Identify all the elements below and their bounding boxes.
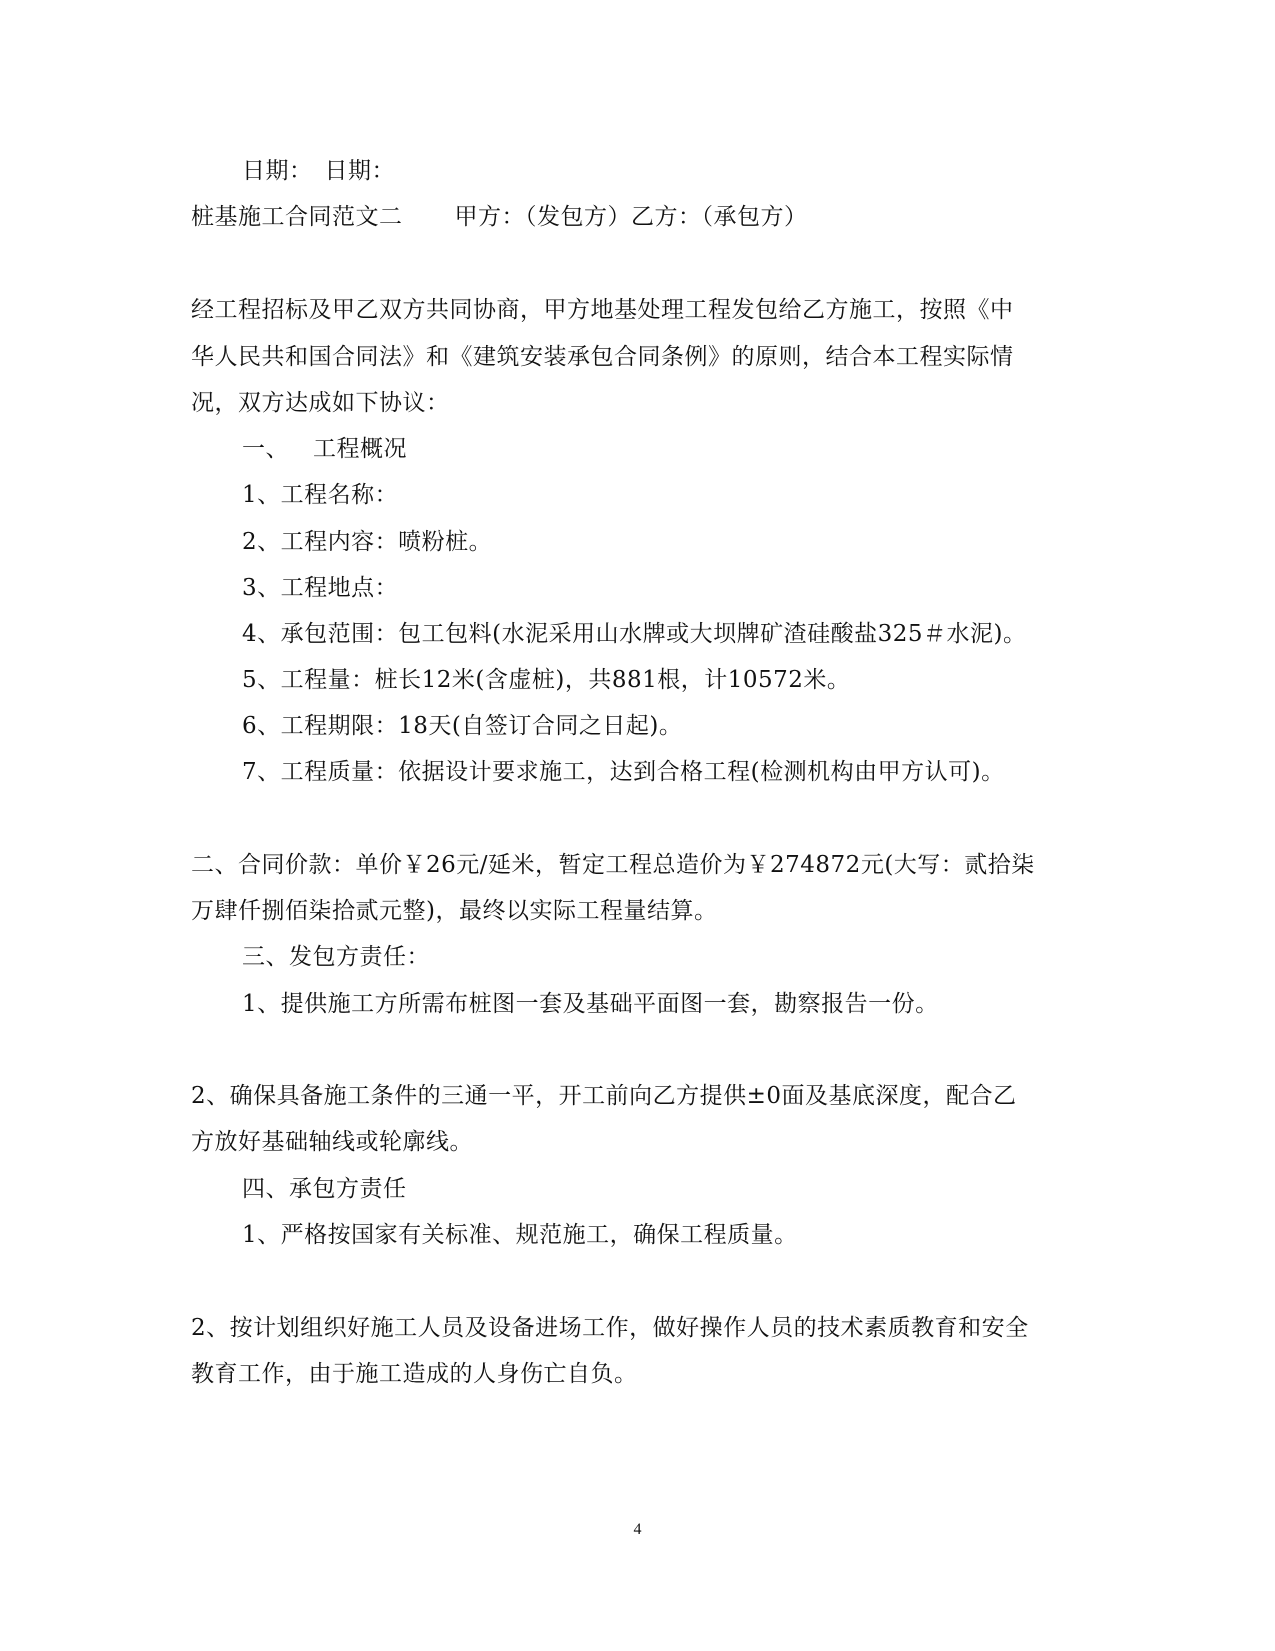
section1-heading-text: 工程概况 [313, 436, 407, 462]
section1-item: 5、工程量：桩长12米(含虚桩)，共881根，计10572米。 [242, 667, 851, 693]
section1-item: 1、工程名称： [242, 482, 399, 508]
section1-item: 4、承包范围：包工包料(水泥采用山水牌或大坝牌矿渣硅酸盐325＃水泥)。 [242, 621, 1027, 647]
section1-heading [242, 434, 407, 464]
section3-item-2-line-1: 2、确保具备施工条件的三通一平，开工前向乙方提供±0面及基底深度，配合乙 [191, 1083, 1017, 1109]
section1-item: 3、工程地点： [242, 575, 399, 601]
date-labels: 日期： 日期： [242, 158, 395, 184]
party-b-label: 乙方：（承包方） [631, 204, 808, 230]
section1-heading-number: 一、 [242, 436, 289, 462]
section4-item-1: 1、严格按国家有关标准、规范施工，确保工程质量。 [242, 1222, 798, 1248]
section2-line-1: 二、合同价款：单价￥26元/延米，暂定工程总造价为￥274872元(大写：贰拾柒 [191, 852, 1035, 878]
intro-line-1: 经工程招标及甲乙双方共同协商，甲方地基处理工程发包给乙方施工，按照《中 [191, 297, 1014, 323]
page-number: 4 [633, 1521, 642, 1538]
section3-item-1: 1、提供施工方所需布桩图一套及基础平面图一套，勘察报告一份。 [242, 991, 939, 1017]
intro-line-2: 华人民共和国合同法》和《建筑安装承包合同条例》的原则，结合本工程实际情 [191, 344, 1014, 370]
document-title: 桩基施工合同范文二 [191, 204, 403, 230]
section3-item-2-line-2: 方放好基础轴线或轮廓线。 [191, 1129, 473, 1155]
section4-item-2-line-1: 2、按计划组织好施工人员及设备进场工作，做好操作人员的技术素质教育和安全 [191, 1315, 1029, 1341]
header-line [191, 202, 808, 232]
section2-line-2: 万肆仟捌佰柒拾贰元整)，最终以实际工程量结算。 [191, 898, 718, 924]
section1-item: 2、工程内容：喷粉桩。 [242, 529, 493, 555]
section4-heading: 四、承包方责任 [242, 1176, 407, 1202]
section1-item: 6、工程期限：18天(自签订合同之日起)。 [242, 713, 683, 739]
intro-line-3: 况，双方达成如下协议： [191, 390, 450, 416]
section1-item: 7、工程质量：依据设计要求施工，达到合格工程(检测机构由甲方认可)。 [242, 759, 1005, 785]
party-a-label: 甲方：（发包方） [454, 204, 631, 230]
section3-heading: 三、发包方责任： [242, 944, 430, 970]
section4-item-2-line-2: 教育工作，由于施工造成的人身伤亡自负。 [191, 1361, 638, 1387]
